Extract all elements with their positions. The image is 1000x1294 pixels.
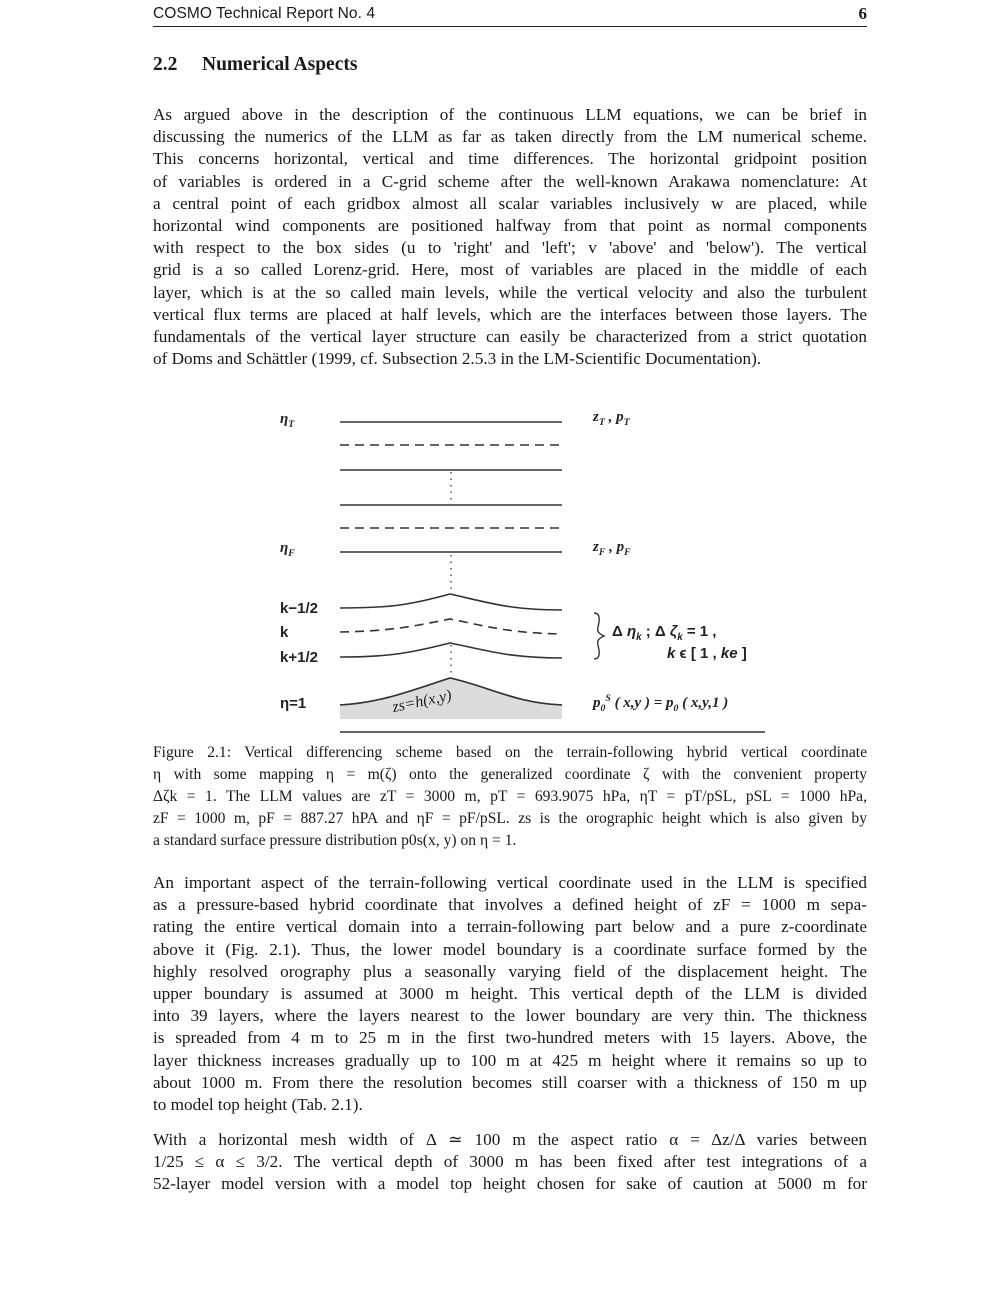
text-line: layer, which is at the so called main levels, while the vertical velocity and also the turbulent — [153, 282, 867, 302]
vertical-grid-diagram — [260, 395, 780, 740]
text-line: discussing the numerics of the LLM as far as taken directly from the LM numerical scheme. — [153, 127, 867, 147]
paragraph-3 — [153, 1129, 867, 1196]
text-line: about 1000 m. From there the resolution becomes still coarser with a thickness of 150 m up — [153, 1072, 867, 1092]
text-line: is spreaded from 4 m to 25 m in the first two-hundred meters with 15 layers. Above, the — [153, 1028, 867, 1048]
caption-line: Δζk = 1. The LLM values are zT = 3000 m, pT = 693.9075 hPa, ηT = pT/pSL, pSL = 1000 hPa, — [153, 788, 867, 805]
text-line: a central point of each gridbox almost all scalar variables inclusively w are placed, while — [153, 193, 867, 213]
label-layer-def: Δ $\eta_k$ ; Δ $\zeta_k = 1$ , — [612, 623, 717, 643]
section-number: 2.2 — [153, 54, 178, 75]
text-line: rating the entire vertical domain into a terrain-following part below and a pure z-coordinate — [153, 917, 867, 937]
label-k: k — [280, 624, 289, 641]
label-k-plus-half: k+1/2 — [280, 649, 318, 666]
text-line: As argued above in the description of the continuous LLM equations, we can be brief in — [153, 105, 867, 124]
text-line: With a horizontal mesh width of Δ ≃ 100 m the aspect ratio α = Δz/Δ varies between — [153, 1130, 867, 1149]
label-eta-t: $\eta_T$ — [280, 411, 295, 430]
text-line: grid is a so called Lorenz-grid. Here, most of variables are placed in the middle of each — [153, 260, 867, 280]
text-line: of variables is ordered in a C-grid scheme after the well-known Arakawa nomenclature: At — [153, 171, 867, 191]
text-line: above it (Fig. 2.1). Thus, the lower model boundary is a coordinate surface formed by the — [153, 939, 867, 959]
text-line: of Doms and Schättler (1999, cf. Subsection 2.5.3 in the LM-Scientific Documentation). — [153, 349, 762, 369]
paragraph-1 — [153, 104, 867, 370]
section-heading — [153, 54, 357, 76]
text-line: highly resolved orography plus a seasonally varying field of the displacement height. The — [153, 961, 867, 981]
caption-line: zF = 1000 m, pF = 887.27 hPA and ηF = pF/pSL. zs is the orographic height which is also given by — [153, 810, 867, 827]
label-k-range: k ϵ [ 1 , ke ] — [667, 645, 747, 662]
label-eta-f: $\eta_F$ — [280, 540, 295, 559]
caption-line: a standard surface pressure distribution p0s(x, y) on η = 1. — [153, 832, 517, 849]
running-header — [153, 4, 867, 27]
text-line: This concerns horizontal, vertical and time differences. The horizontal gridpoint position — [153, 149, 867, 169]
paragraph-2 — [153, 872, 867, 1116]
label-eta-one: η=1 — [280, 695, 307, 712]
text-line: with respect to the box sides (u to 'right' and 'left'; v 'above' and 'below'). The vertical — [153, 238, 867, 258]
text-line: fundamentals of the vertical layer structure can easily be characterized from a strict quotation — [153, 326, 867, 346]
caption-line: Figure 2.1: Vertical differencing scheme based on the terrain-following hybrid vertical coordinate — [153, 744, 867, 761]
figure-vertical-differencing-scheme — [260, 395, 780, 740]
text-line: vertical flux terms are placed at half levels, which are the interfaces between those layers. The — [153, 304, 867, 324]
caption-line: η with some mapping η = m(ζ) onto the generalized coordinate ζ with the convenient property — [153, 766, 867, 783]
text-line: horizontal wind components are positioned halfway from that point as normal components — [153, 215, 867, 235]
report-title: COSMO Technical Report No. 4 — [153, 5, 376, 22]
text-line: 52-layer model version with a model top height chosen for sake of caution at 5000 m for — [153, 1174, 867, 1194]
label-surface-pressure: $p_0^S$ ( x,y ) = $p_0$ ( x,y,1 ) — [593, 693, 729, 714]
section-title: Numerical Aspects — [202, 54, 358, 75]
text-line: to model top height (Tab. 2.1). — [153, 1094, 363, 1114]
label-surface-height: zs=h(x,y) — [390, 686, 454, 717]
text-line: 1/25 ≤ α ≤ 3/2. The vertical depth of 3000 m has been fixed after test integrations of a — [153, 1152, 867, 1172]
figure-caption — [153, 742, 867, 852]
label-zt-pt: $z_T$ , $p_T$ — [593, 409, 630, 428]
text-line: as a pressure-based hybrid coordinate that involves a defined height of zF = 1000 m sepa- — [153, 895, 867, 915]
text-line: An important aspect of the terrain-following vertical coordinate used in the LLM is specified — [153, 873, 867, 892]
text-line: upper boundary is assumed at 3000 m height. This vertical depth of the LLM is divided — [153, 983, 867, 1003]
text-line: into 39 layers, where the layers nearest to the lower boundary are very thin. The thickness — [153, 1006, 867, 1026]
text-line: layer thickness increases gradually up to 100 m at 425 m height where it remains so up to — [153, 1050, 867, 1070]
label-zf-pf: $z_F$ , $p_F$ — [593, 539, 631, 558]
label-k-minus-half: k−1/2 — [280, 600, 318, 617]
page-number: 6 — [858, 4, 867, 23]
